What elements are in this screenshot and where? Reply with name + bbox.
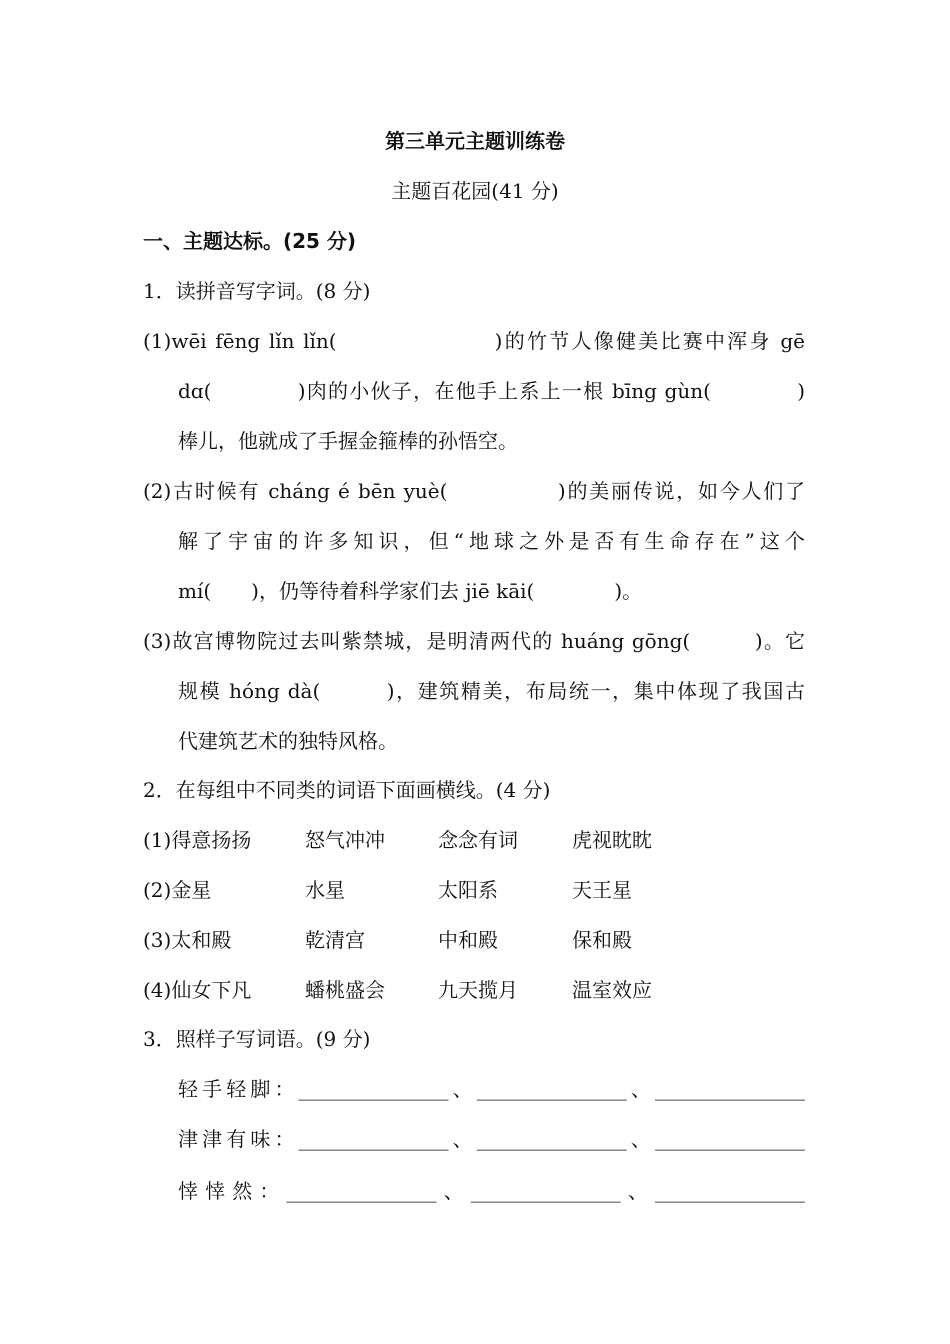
q2-word: 中和殿 <box>438 928 498 952</box>
q2-word: 太阳系 <box>438 878 498 902</box>
q1-passage-3-line-3: 代建筑艺术的独特风格。 <box>178 729 398 753</box>
q3-answer-line[interactable]: 津津有味：_______________、_______________、_______________ <box>178 1127 805 1151</box>
q1-passage-3-line-2: 规模 hóng dà( )，建筑精美，布局统一，集中体现了我国古 <box>178 679 805 703</box>
q2-word: 虎视眈眈 <box>572 828 652 852</box>
q2-word: 九天揽月 <box>438 978 518 1002</box>
q2-word: (2)金星 <box>143 878 212 902</box>
q3-answer-line[interactable]: 轻手轻脚：_______________、_______________、_______________ <box>178 1077 805 1101</box>
q3-answer-line[interactable]: 悻悻然：_______________、_______________、_______________ <box>178 1179 805 1203</box>
q2-word: 保和殿 <box>572 928 632 952</box>
q1-passage-2-line-1: (2)古时候有 cháng é bēn yuè( )的美丽传说，如今人们了 <box>143 479 805 503</box>
q2-word: (3)太和殿 <box>143 928 232 952</box>
question-2-heading: 2．在每组中不同类的词语下面画横线。(4 分) <box>143 778 551 802</box>
q2-word: (1)得意扬扬 <box>143 828 252 852</box>
q1-passage-1-line-1: (1)wēi fēng lǐn lǐn( )的竹节人像健美比赛中浑身 gē <box>143 329 805 353</box>
q1-passage-1-line-2: dɑ( )肉的小伙子，在他手上系上一根 bīng gùn( ) <box>178 379 805 403</box>
page-subtitle: 主题百花园(41 分) <box>391 179 559 203</box>
q2-word: 天王星 <box>572 878 632 902</box>
question-3-heading: 3．照样子写词语。(9 分) <box>143 1027 371 1051</box>
q2-word: (4)仙女下凡 <box>143 978 252 1002</box>
q2-word: 温室效应 <box>572 978 652 1002</box>
q1-passage-2-line-3: mí( )，仍等待着科学家们去 jiē kāi( )。 <box>178 579 643 603</box>
q2-word: 乾清宫 <box>305 928 365 952</box>
q1-passage-2-line-2: 解了宇宙的许多知识，但“地球之外是否有生命存在”这个 <box>178 529 805 553</box>
q2-word: 怒气冲冲 <box>305 828 385 852</box>
page-title: 第三单元主题训练卷 <box>385 129 565 153</box>
q2-word: 念念有词 <box>438 828 518 852</box>
q1-passage-3-line-1: (3)故宫博物院过去叫紫禁城，是明清两代的 huáng gōng( )。它 <box>143 629 805 653</box>
q2-word: 蟠桃盛会 <box>305 978 385 1002</box>
q2-word: 水星 <box>305 878 345 902</box>
q1-passage-1-line-3: 棒儿，他就成了手握金箍棒的孙悟空。 <box>178 429 518 453</box>
section-heading: 一、主题达标。(25 分) <box>143 229 357 253</box>
question-1-heading: 1．读拼音写字词。(8 分) <box>143 279 371 303</box>
